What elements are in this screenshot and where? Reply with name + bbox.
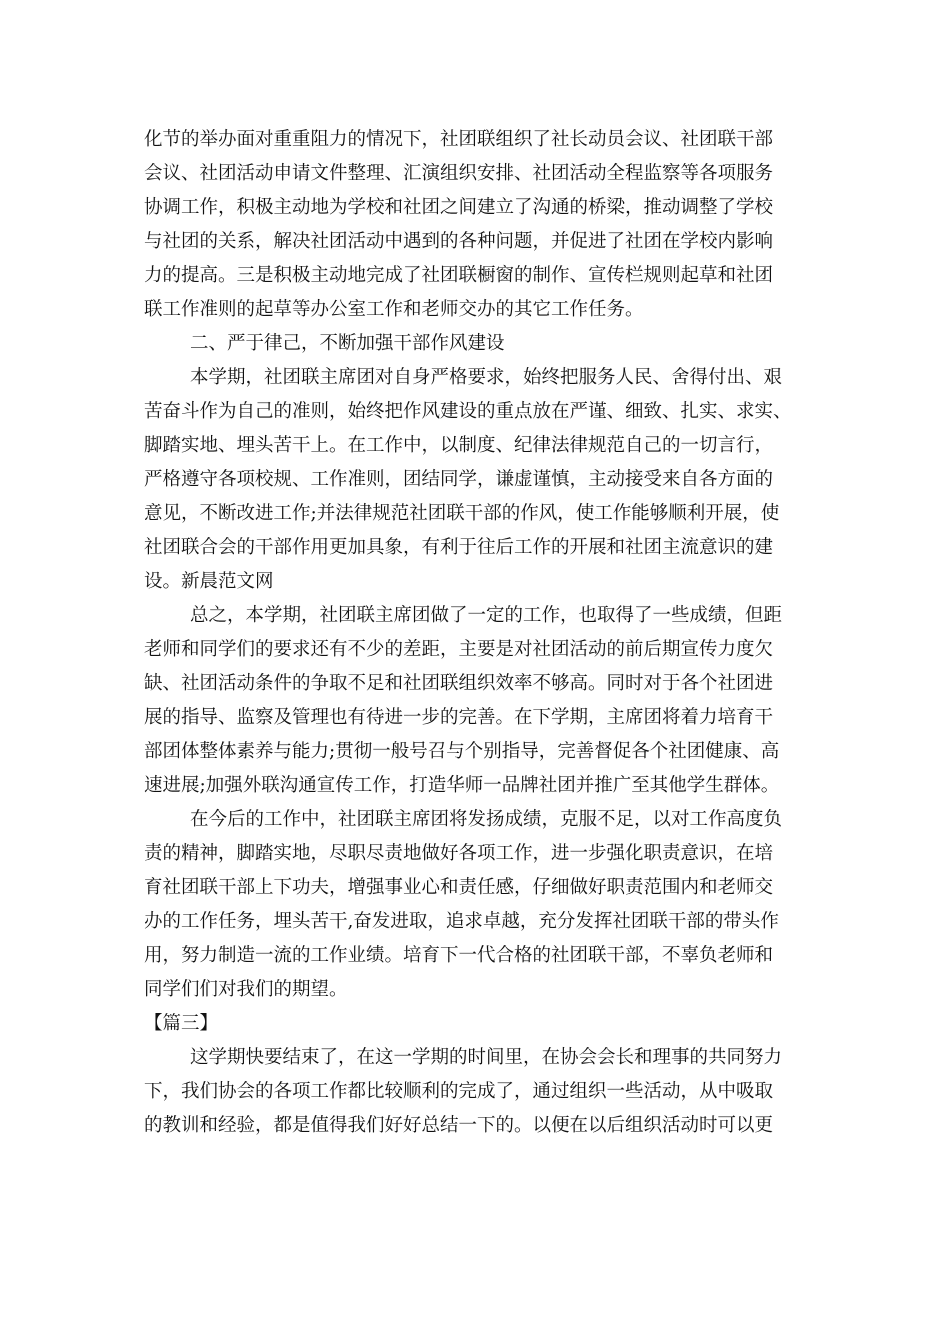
body-text-line: 协调工作，积极主动地为学校和社团之间建立了沟通的桥梁，推动调整了学校 xyxy=(144,197,774,218)
body-text-line: 会议、社团活动申请文件整理、汇演组织安排、社团活动全程监察等各项服务 xyxy=(144,163,774,184)
body-text-line: 严格遵守各项校规、工作准则，团结同学，谦虚谨慎，主动接受来自各方面的 xyxy=(144,469,774,490)
body-text-line: 这学期快要结束了，在这一学期的时间里，在协会会长和理事的共同努力 xyxy=(190,1047,783,1068)
body-text-line: 展的指导、监察及管理也有待进一步的完善。在下学期，主席团将着力培育干 xyxy=(144,707,774,728)
body-text-line: 脚踏实地、埋头苦干上。在工作中，以制度、纪律法律规范自己的一切言行， xyxy=(144,435,774,456)
body-text-line: 的教训和经验，都是值得我们好好总结一下的。以便在以后组织活动时可以更 xyxy=(144,1115,774,1136)
body-text-line: 在今后的工作中，社团联主席团将发扬成绩，克服不足，以对工作高度负 xyxy=(190,809,783,830)
body-text-line: 下，我们协会的各项工作都比较顺利的完成了，通过组织一些活动，从中吸取 xyxy=(144,1081,774,1102)
body-text-line: 部团体整体素养与能力;贯彻一般号召与个别指导，完善督促各个社团健康、高 xyxy=(144,741,780,762)
section-heading: 二、严于律己，不断加强干部作风建设 xyxy=(190,333,505,354)
body-text-line: 速进展;加强外联沟通宣传工作，打造华师一品牌社团并推广至其他学生群体。 xyxy=(144,775,780,796)
body-text-line: 力的提高。三是积极主动地完成了社团联橱窗的制作、宣传栏规则起草和社团 xyxy=(144,265,774,286)
body-text-line: 缺、社团活动条件的争取不足和社团联组织效率不够高。同时对于各个社团进 xyxy=(144,673,774,694)
body-text-line: 化节的举办面对重重阻力的情况下，社团联组织了社长动员会议、社团联干部 xyxy=(144,129,774,150)
body-text-line: 办的工作任务，埋头苦干,奋发进取，追求卓越，充分发挥社团联干部的带头作 xyxy=(144,911,779,932)
body-text-line: 育社团联干部上下功夫，增强事业心和责任感，仔细做好职责范围内和老师交 xyxy=(144,877,774,898)
body-text-line: 责的精神，脚踏实地，尽职尽责地做好各项工作，进一步强化职责意识，在培 xyxy=(144,843,774,864)
body-text-line: 总之，本学期，社团联主席团做了一定的工作，也取得了一些成绩，但距 xyxy=(190,605,783,626)
body-text-line: 联工作准则的起草等办公室工作和老师交办的其它工作任务。 xyxy=(144,299,644,320)
body-text-line: 意见，不断改进工作;并法律规范社团联干部的作风，使工作能够顺利开展，使 xyxy=(144,503,780,524)
body-text-line: 与社团的关系，解决社团活动中遇到的各种问题，并促进了社团在学校内影响 xyxy=(144,231,774,252)
body-text-line: 设。新晨范文网 xyxy=(144,571,274,592)
body-text-line: 苦奋斗作为自己的准则，始终把作风建设的重点放在严谨、细致、扎实、求实、 xyxy=(144,401,792,422)
body-text-line: 同学们们对我们的期望。 xyxy=(144,979,348,1000)
body-text-line: 本学期，社团联主席团对自身严格要求，始终把服务人民、舍得付出、艰 xyxy=(190,367,783,388)
body-text-line: 社团联合会的干部作用更加具象，有利于往后工作的开展和社团主流意识的建 xyxy=(144,537,774,558)
body-text-line: 老师和同学们的要求还有不少的差距，主要是对社团活动的前后期宣传力度欠 xyxy=(144,639,774,660)
section-title: 【篇三】 xyxy=(144,1013,219,1034)
body-text-line: 用，努力制造一流的工作业绩。培育下一代合格的社团联干部，不辜负老师和 xyxy=(144,945,774,966)
